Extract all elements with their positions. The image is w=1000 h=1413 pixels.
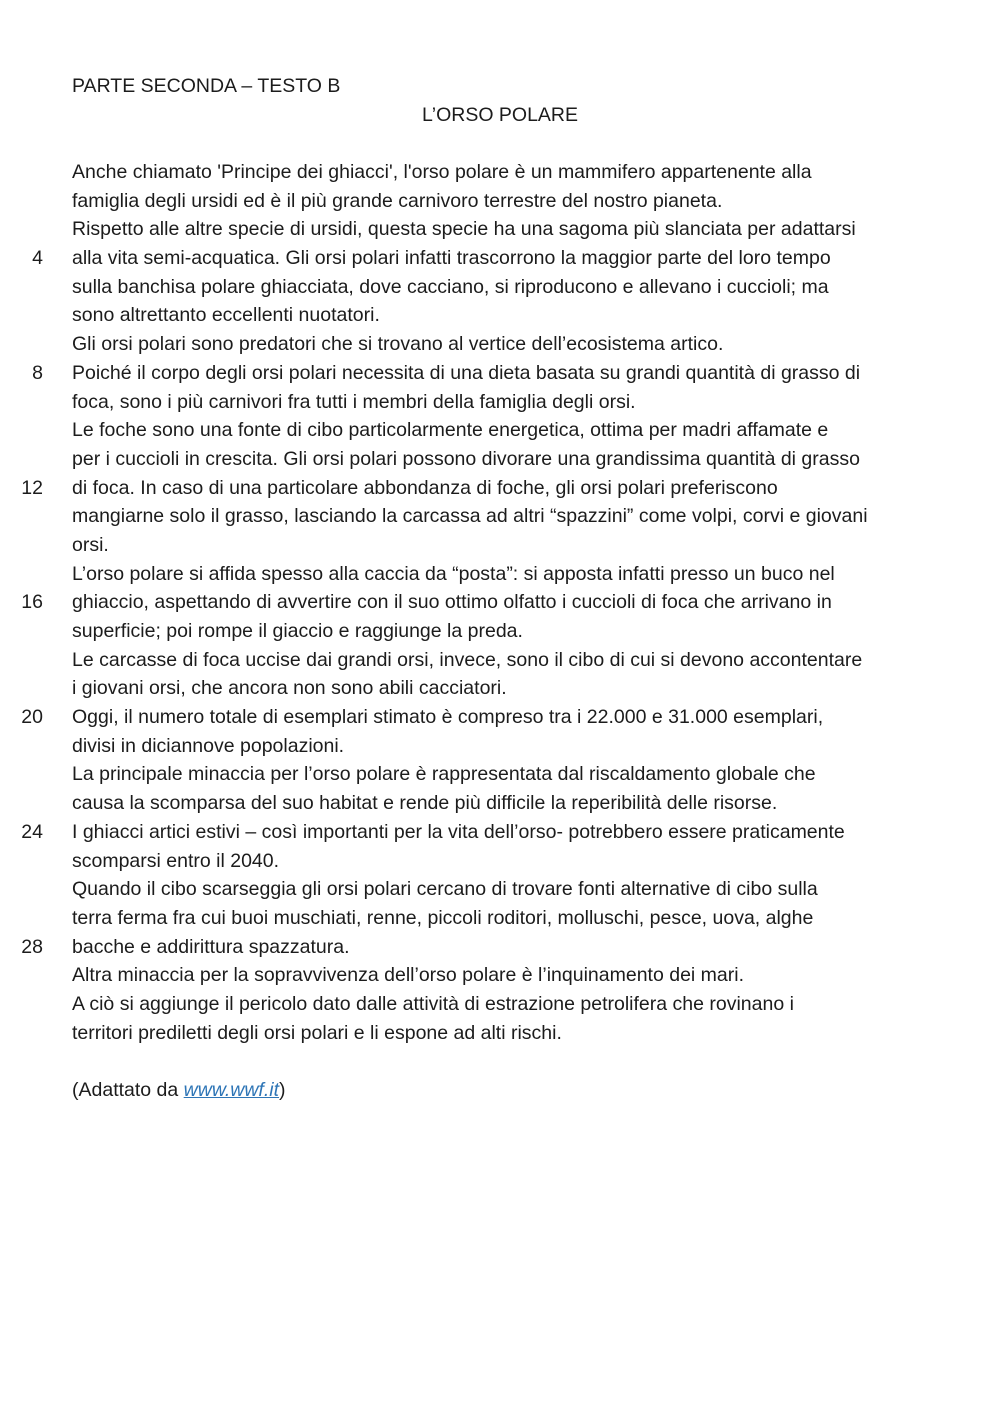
line-text: Altra minaccia per la sopravvivenza dell’orso polare è l’inquinamento dei mari.: [72, 964, 744, 987]
text-line: [0, 531, 1000, 560]
section-header: PARTE SECONDA – TESTO B: [72, 75, 341, 97]
text-line: [0, 244, 1000, 273]
text-line: [0, 875, 1000, 904]
line-text: Poiché il corpo degli orsi polari necessita di una dieta basata su grandi quantità di grasso di: [72, 361, 861, 384]
text-body: [0, 158, 1000, 1047]
text-line: [0, 760, 1000, 789]
text-line: [0, 646, 1000, 675]
text-line: [0, 617, 1000, 646]
line-text: La principale minaccia per l’orso polare è rappresentata dal riscaldamento globale che: [72, 763, 816, 786]
text-line: [0, 732, 1000, 761]
line-text: L’orso polare si affida spesso alla caccia da “posta”: si apposta infatti presso un buco nel: [72, 562, 835, 585]
line-text: Le carcasse di foca uccise dai grandi orsi, invece, sono il cibo di cui si devono accontentare: [72, 648, 863, 671]
text-line: [0, 588, 1000, 617]
line-text: Oggi, il numero totale di esemplari stimato è compreso tra i 22.000 e 31.000 esemplari,: [72, 706, 824, 729]
text-line: [0, 215, 1000, 244]
text-line: [0, 789, 1000, 818]
line-text: terra ferma fra cui buoi muschiati, renne, piccoli roditori, molluschi, pesce, uova, alghe: [72, 906, 814, 929]
line-text: sono altrettanto eccellenti nuotatori.: [72, 304, 380, 327]
source-suffix: ): [279, 1079, 286, 1101]
title-text: L’ORSO POLARE: [421, 104, 579, 126]
text-line: [0, 933, 1000, 962]
line-text: territori prediletti degli orsi polari e li espone ad alti rischi.: [72, 1021, 562, 1044]
text-line: [0, 187, 1000, 216]
line-text: orsi.: [72, 533, 109, 556]
line-number: 4: [32, 247, 43, 270]
document-title: [0, 101, 1000, 130]
source-citation: [72, 1076, 286, 1105]
line-text: ghiaccio, aspettando di avvertire con il suo ottimo olfatto i cuccioli di foca che arrivano in: [72, 591, 832, 614]
text-line: [0, 1019, 1000, 1048]
line-text: di foca. In caso di una particolare abbondanza di foche, gli orsi polari preferiscono: [72, 476, 778, 499]
text-line: [0, 703, 1000, 732]
line-text: Gli orsi polari sono predatori che si trovano al vertice dell’ecosistema artico.: [72, 333, 724, 356]
source-prefix: (Adattato da: [72, 1079, 184, 1101]
line-text: I ghiacci artici estivi – così importanti per la vita dell’orso- potrebbero essere praticamente: [72, 820, 845, 843]
source-link[interactable]: www.wwf.it: [183, 1079, 280, 1101]
text-line: [0, 388, 1000, 417]
line-text: per i cuccioli in crescita. Gli orsi polari possono divorare una grandissima quantità di grasso: [72, 447, 860, 470]
line-number: 12: [21, 476, 43, 499]
text-line: [0, 961, 1000, 990]
text-line: [0, 416, 1000, 445]
line-text: Anche chiamato 'Principe dei ghiacci', l'orso polare è un mammifero appartenente alla: [72, 161, 812, 183]
line-text: foca, sono i più carnivori fra tutti i membri della famiglia degli orsi.: [72, 390, 636, 413]
text-line: [0, 359, 1000, 388]
line-text: Le foche sono una fonte di cibo particolarmente energetica, ottima per madri affamate e: [72, 419, 829, 442]
text-line: [0, 330, 1000, 359]
line-text: superficie; poi rompe il giaccio e raggiunge la preda.: [72, 620, 523, 642]
line-number: 8: [32, 361, 43, 384]
text-line: [0, 990, 1000, 1019]
text-line: [0, 445, 1000, 474]
line-number: 24: [21, 820, 43, 843]
text-line: [0, 560, 1000, 589]
line-text: Quando il cibo scarseggia gli orsi polari cercano di trovare fonti alternative di cibo sulla: [72, 878, 818, 901]
text-line: [0, 847, 1000, 876]
line-text: scomparsi entro il 2040.: [72, 849, 280, 872]
text-line: [0, 158, 1000, 187]
line-text: i giovani orsi, che ancora non sono abili cacciatori.: [72, 677, 507, 700]
line-text: alla vita semi-acquatica. Gli orsi polari infatti trascorrono la maggior parte del loro tempo: [72, 247, 831, 270]
line-text: bacche e addirittura spazzatura.: [72, 935, 350, 958]
line-number: 16: [21, 591, 43, 614]
text-line: [0, 301, 1000, 330]
line-text: A ciò si aggiunge il pericolo dato dalle attività di estrazione petrolifera che rovinano i: [72, 992, 794, 1015]
line-text: famiglia degli ursidi ed è il più grande carnivoro terrestre del nostro pianeta.: [72, 189, 723, 212]
line-text: divisi in diciannove popolazioni.: [72, 734, 345, 757]
text-line: [0, 904, 1000, 933]
text-line: [0, 818, 1000, 847]
line-number: 20: [21, 706, 43, 729]
line-number: 28: [21, 935, 43, 958]
text-line: [0, 674, 1000, 703]
text-line: [0, 502, 1000, 531]
line-text: Rispetto alle altre specie di ursidi, questa specie ha una sagoma più slanciata per adattarsi: [72, 218, 856, 241]
line-text: sulla banchisa polare ghiacciata, dove cacciano, si riproducono e allevano i cuccioli; ma: [72, 275, 829, 298]
line-text: mangiarne solo il grasso, lasciando la carcassa ad altri “spazzini” come volpi, corvi e giovani: [72, 505, 868, 528]
text-line: [0, 474, 1000, 503]
text-line: [0, 273, 1000, 302]
line-text: causa la scomparsa del suo habitat e rende più difficile la reperibilità delle risorse.: [72, 792, 778, 815]
